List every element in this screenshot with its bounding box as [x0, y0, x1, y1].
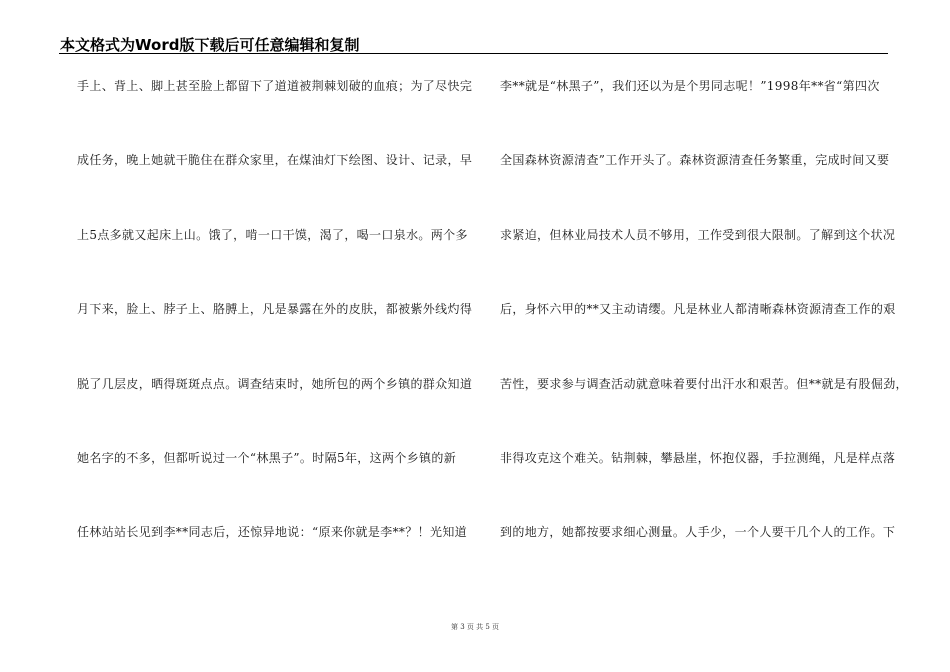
- right-column: [500, 78, 908, 599]
- body-text-line: 全国森林资源清查”工作开头了。森林资源清查任务繁重，完成时间又要: [500, 153, 890, 168]
- body-text-line: 脱了几层皮，晒得斑斑点点。调查结束时，她所包的两个乡镇的群众知道: [77, 376, 473, 391]
- document-header-title: 本文格式为Word版下载后可任意编辑和复制: [60, 36, 360, 54]
- body-text-line: 手上、背上、脚上甚至脸上都留下了道道被荆棘划破的血痕；为了尽快完: [77, 79, 473, 93]
- body-text-line: 成任务，晚上她就干脆住在群众家里，在煤油灯下绘图、设计、记录，早: [77, 153, 473, 168]
- body-text-line: 李**就是“林黑子”，我们还以为是个男同志呢！”1998年**省“第四次: [500, 79, 880, 93]
- header-divider: [59, 53, 888, 54]
- body-text-line: 求紧迫，但林业局技术人员不够用，工作受到很大限制。了解到这个状况: [500, 227, 896, 242]
- left-column: [77, 78, 473, 599]
- body-text-line: 苦性，要求参与调查活动就意味着要付出汗水和艰苦。但**就是有股倔劲，: [500, 376, 908, 391]
- body-text-line: 任林站站长见到李**同志后，还惊异地说：“原来你就是李**？！光知道: [77, 525, 468, 540]
- body-text-line: 上5点多就又起床上山。饿了，啃一口干馍，渴了，喝一口泉水。两个多: [77, 227, 468, 242]
- body-text-line: 非得攻克这个难关。钻荆棘，攀悬崖，怀抱仪器，手拉测绳，凡是样点落: [500, 450, 896, 465]
- page-number-footer: 第 3 页 共 5 页: [450, 623, 500, 631]
- body-text-line: 她名字的不多，但都听说过一个“林黑子”。时隔5年，这两个乡镇的新: [77, 450, 457, 465]
- body-text-line: 月下来，脸上、脖子上、胳膊上，凡是暴露在外的皮肤，都被紫外线灼得: [77, 302, 473, 317]
- body-text-line: 后，身怀六甲的**又主动请缨。凡是林业人都清晰森林资源清查工作的艰: [500, 302, 896, 317]
- body-text-line: 到的地方，她都按要求细心测量。人手少，一个人要干几个人的工作。下: [500, 525, 896, 540]
